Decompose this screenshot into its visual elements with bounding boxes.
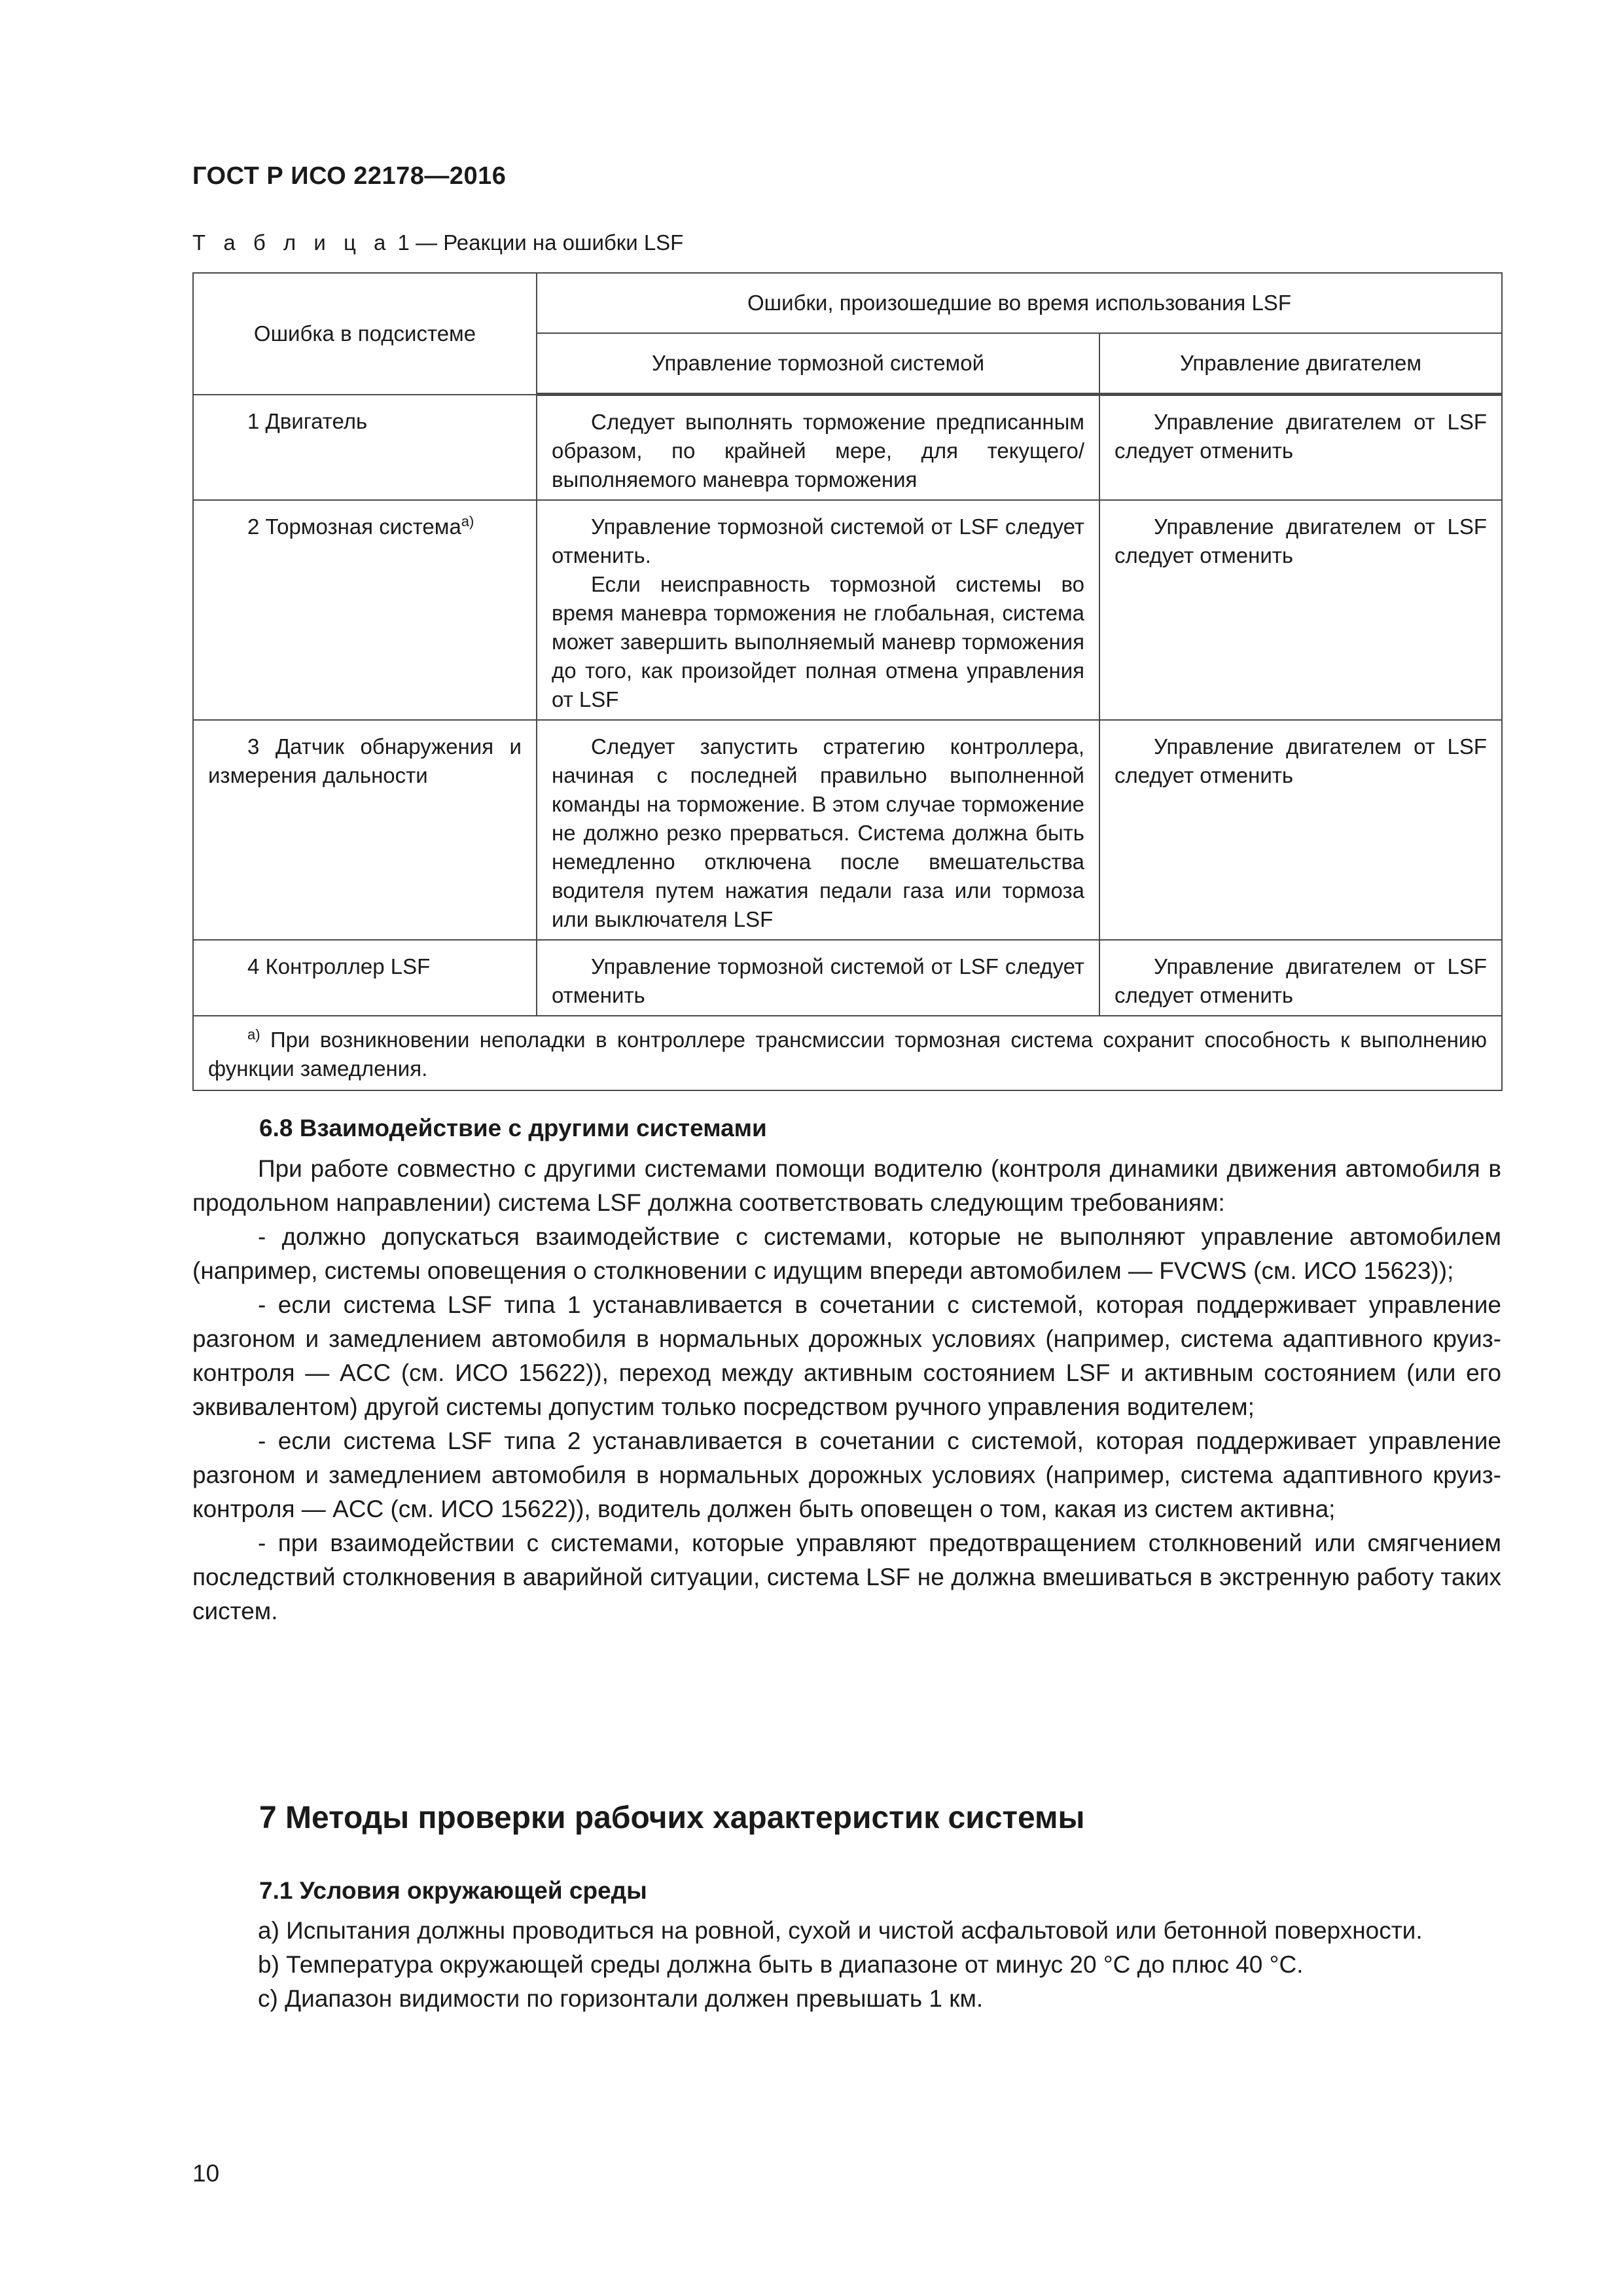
header-errors-group: Ошибки, произошедшие во время использования LSF <box>537 273 1502 333</box>
engine-cell <box>1099 500 1502 720</box>
section-6-8-intro: При работе совместно с другими системами помощи водителю (контроля динамики движения автомобиля в продольном направлении) система LSF должна соответствовать следующим требованиям: <box>192 1155 1501 1216</box>
table-row <box>193 720 1502 940</box>
section-7-1-body <box>192 1914 1501 2016</box>
list-item: - при взаимодействии с системами, которые управляют предотвращением столкновений или смягчением последствий столкновения в аварийной ситуации, система LSF не должна вмешиваться в экстренную работу таких систем. <box>192 1530 1501 1624</box>
subsystem-cell: 4 Контроллер LSF <box>193 940 537 1016</box>
subsystem-cell <box>193 720 537 940</box>
table-row <box>193 395 1502 501</box>
list-item: c) Диапазон видимости по горизонтали должен превышать 1 км. <box>258 1985 984 2012</box>
section-6-8-heading: 6.8 Взаимодействие с другими системами <box>259 1115 767 1141</box>
brake-cell <box>537 500 1099 720</box>
section-7-1-heading: 7.1 Условия окружающей среды <box>259 1877 647 1904</box>
subsystem-text: 3 Датчик обнаружения и измерения дальности <box>208 734 522 787</box>
subsystem-cell: 1 Двигатель <box>193 395 537 501</box>
engine-text: Управление двигателем от LSF следует отменить <box>1115 410 1487 463</box>
table-caption <box>192 230 683 255</box>
engine-cell <box>1099 940 1502 1016</box>
engine-text: Управление двигателем от LSF следует отменить <box>1115 514 1487 567</box>
list-item: - если система LSF типа 2 устанавливается в сочетании с системой, которая поддерживает управление разгоном и замедлением автомобиля в нормальных дорожных условиях (например, система адаптивного круиз-контроля — ACC (см. ИСО 15622)), водитель должен быть оповещен о том, какая из систем активна; <box>192 1427 1501 1522</box>
table-footnote <box>193 1016 1502 1090</box>
list-item: - если система LSF типа 1 устанавливается в сочетании с системой, которая поддерживает управление разгоном и замедлением автомобиля в нормальных дорожных условиях (например, система адаптивного круиз-контроля — ACC (см. ИСО 15622)), переход между активным состоянием LSF и активным состоянием (или его эквивалентом) другой системы допустим только посредством ручного управления водителем; <box>192 1291 1501 1420</box>
section-7-heading: 7 Методы проверки рабочих характеристик системы <box>259 1801 1085 1835</box>
header-subsystem: Ошибка в подсистеме <box>193 273 537 395</box>
header-engine-control: Управление двигателем <box>1099 333 1502 395</box>
brake-text-2: Если неисправность тормозной системы во время маневра торможения не глобальная, система может завершить выполняемый маневр торможения до того, как произойдет полная отмена управления от LSF <box>552 572 1084 711</box>
subsystem-cell <box>193 500 537 720</box>
engine-text: Управление двигателем от LSF следует отменить <box>1115 734 1487 787</box>
footnote-text: При возникновении неполадки в контроллере трансмиссии тормозная система сохранит способность к выполнению функции замедления. <box>208 1028 1487 1081</box>
table-row <box>193 940 1502 1016</box>
table-footnote-row <box>193 1016 1502 1090</box>
brake-cell <box>537 395 1099 501</box>
engine-cell <box>1099 720 1502 940</box>
table-row <box>193 500 1502 720</box>
brake-text: Управление тормозной системой от LSF следует отменить. <box>552 514 1084 567</box>
lsf-error-table <box>192 272 1503 1091</box>
brake-text: Управление тормозной системой от LSF следует отменить <box>552 954 1084 1007</box>
brake-text: Следует выполнять торможение предписанным образом, по крайней мере, для текущего/выполняемого маневра торможения <box>552 410 1084 492</box>
section-6-8-body <box>192 1152 1501 1628</box>
engine-cell <box>1099 395 1502 501</box>
list-item: a) Испытания должны проводиться на ровной, сухой и чистой асфальтовой или бетонной поверхности. <box>258 1917 1423 1944</box>
brake-cell <box>537 720 1099 940</box>
header-brake-control: Управление тормозной системой <box>537 333 1099 395</box>
list-item: b) Температура окружающей среды должна быть в диапазоне от минус 20 °C до плюс 40 °C. <box>258 1951 1304 1978</box>
engine-text: Управление двигателем от LSF следует отменить <box>1115 954 1487 1007</box>
footnote-mark-sup: a) <box>247 1026 260 1043</box>
list-item: - должно допускаться взаимодействие с системами, которые не выполняют управление автомобилем (например, системы оповещения о столкновении с идущим впереди автомобилем — FVCWS (см. ИСО 15623)); <box>192 1223 1501 1284</box>
brake-text: Следует запустить стратегию контроллера, начиная с последней правильно выполненной команды на торможение. В этом случае торможение не должно резко прерваться. Система должна быть немедленно отключена после вмешательства водителя путем нажатия педали газа или тормоза или выключателя LSF <box>552 734 1084 931</box>
table-caption-label: Т а б л и ц а <box>192 230 392 255</box>
footnote-ref: a) <box>461 513 474 529</box>
table-caption-text: 1 — Реакции на ошибки LSF <box>391 230 684 255</box>
page-number: 10 <box>192 2160 220 2187</box>
brake-cell <box>537 940 1099 1016</box>
subsystem-text: 2 Тормозная система <box>247 514 461 539</box>
footnote-mark <box>208 1028 260 1052</box>
standard-header: ГОСТ Р ИСО 22178—2016 <box>192 162 507 190</box>
